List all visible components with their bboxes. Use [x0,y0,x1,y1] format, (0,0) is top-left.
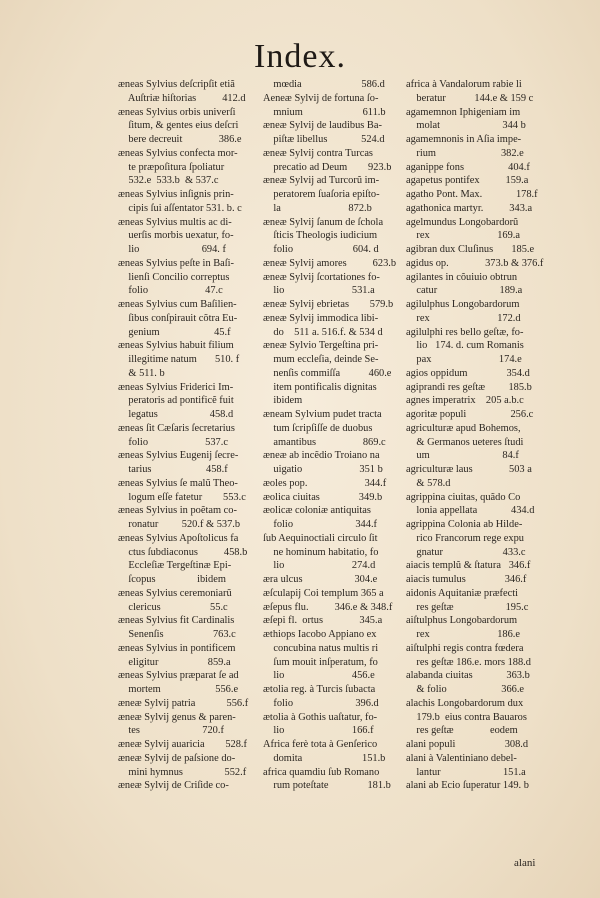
index-entry-line: africa quamdiu ſub Romano [263,766,380,778]
index-entry-line: clericus 55.c [118,601,228,613]
index-entry-line: ӕneas Sylvius peſte in Baſi- [118,257,235,269]
index-entry-line: ӕtolia reg. à Turcis ſubacta [263,684,376,695]
index-entry-line: agilulphus Longobardorum [406,299,520,310]
index-entry-line: rex 172.d [406,312,521,324]
index-entry-line: peratoris ad pontificẽ fuit [118,395,234,407]
index-entry-line: ӕneӕ Sylvij de Criſide co- [118,780,229,792]
index-entry-line: ӕneas Sylvius in poẽtam co- [118,505,237,517]
index-entry-line: ſum mouit inſperatum, fo [263,656,378,668]
page-title: Index. [254,38,346,75]
index-entry-line: piſtӕ libellus 524.d [263,134,385,145]
index-entry-line: concubina natus multis ri [263,642,379,654]
index-entry-line: lienſi Concilio correptus [118,271,230,283]
index-column-1 [118,78,258,793]
index-entry-line: agriculturӕ apud Bohemos, [406,422,521,434]
index-entry-line: molat 344 b [406,120,526,132]
index-entry-line: ӕneas Sylvius ſe malũ Theo- [118,477,238,489]
index-entry-line: ӕneas ſit Cæſaris ſecretarius [118,422,235,434]
index-entry-line: mnium 611.b [263,106,386,118]
index-entry-line: ӕneas Sylvius fit Cardinalis [118,615,235,627]
index-entry-line: res geſtӕ 195.c [406,601,529,613]
index-entry-line: ӕtolia à Gothis uaſtatur, fo- [263,711,378,723]
index-entry-line: lantur 151.a [406,766,526,778]
index-entry-line: & 578.d [406,477,451,489]
index-entry-line: ӕneam Sylvium pudet tracta [263,409,382,420]
index-entry-line: rico Francorum rege expu [406,532,525,544]
index-entry-line: alabanda ciuitas 363.b [406,670,530,682]
index-entry-line: genium 45.f [118,326,231,338]
index-entry-line: lio 531.a [263,285,375,297]
index-entry-line: ӕneӕ Sylvij contra Turcas [263,147,373,159]
index-entry-line: nenſis commiſſa 460.e [263,367,392,379]
index-entry-line: beratur 144.e & 159 c [406,92,534,104]
index-entry-line: ӕneas Sylvius Eugenij ſecre- [118,450,239,462]
index-entry-line: agilantes in cõuiuio obtrun [406,271,518,283]
index-entry-line: aiacis templũ & ſtatura 346.f [406,560,531,572]
index-entry-line: alani populi 308.d [406,739,529,750]
index-entry-line: ſub Aequinoctiali circulo ſit [263,532,378,544]
index-entry-line: tum ſcripſiſſe de duobus [263,422,373,434]
index-entry-line: agapetus pontifex 159.a [406,175,529,187]
index-entry-line: folio 396.d [263,697,379,709]
index-entry-line: ӕneas Sylvius multis ac di- [118,216,232,228]
index-entry-line: ӕneӕ Sylvij immodica libi- [263,312,379,324]
index-entry-line: ӕneas Sylvius in pontificem [118,642,236,654]
index-entry-line: agibran dux Cluſinus 185.e [406,244,535,255]
index-entry-line: aiſtulphus Longobardorum [406,615,518,627]
index-entry-line: agoritӕ populi 256.c [406,409,534,420]
index-entry-line: folio 47.c [118,285,223,297]
index-entry-line: tes 720.f [118,725,224,737]
index-entry-line: ctus ſubdiaconus 458.b [118,546,248,558]
index-entry-line: mum eccleſia, deinde Se- [263,354,379,365]
index-entry-line: ӕneӕ Sylvij amores 623.b [263,257,397,269]
index-entry-line: agiprandi res geſtӕ 185.b [406,381,532,393]
index-entry-line: mœdia 586.d [263,79,385,90]
index-entry-line: ӕneas Sylvius habuit filium [118,340,234,352]
catchword: alani [514,857,536,869]
index-entry-line: ӕneӕ Sylvij de laudibus Ba- [263,120,382,132]
index-entry-line: te præpoſitura ſpoliatur [118,161,225,173]
index-entry-line: agnes imperatrix 205 a.b.c [406,395,524,407]
index-entry-line: agamemnonis in Aſia impe- [406,134,522,145]
index-entry-line: agamemnon Iphigeniam im [406,106,521,118]
index-entry-line: lio 694. f [118,244,226,255]
index-entry-line: ӕneӕ Sylvij ebrietas 579.b [263,299,394,310]
index-entry-line: ӕſculapij Coi templum 365 a [263,587,384,599]
index-entry-line: ӕneas Sylvius Friderici Im- [118,381,234,393]
index-entry-line: precatio ad Deum 923.b [263,161,392,173]
index-entry-line: ӕneӕ Sylvij ſanum de ſchola [263,216,384,228]
index-entry-line: alani à Valentiniano debel- [406,752,517,764]
index-entry-line: agatho Pont. Max. 178.f [406,189,538,200]
index-entry-line: res geſtӕ 186.e. mors 188.d [406,656,531,668]
index-entry-line: ſitum, & gentes eius deſcri [118,120,239,132]
index-entry-line: illegitime natum 510. f [118,354,240,365]
index-entry-line: alani ab Ecio ſuperatur 149. b [406,780,529,792]
index-entry-line: ӕneӕ Sylvij genus & paren- [118,711,236,723]
index-entry-line: aidonis Aquitaniӕ prӕfecti [406,587,518,599]
index-entry-line: cipis ſui aſſentator 531. b. c [118,202,242,214]
index-entry-line: ӕneӕ Sylvij de paſsione do- [118,752,236,764]
index-entry-line: ӕneas Sylvius ceremoniarũ [118,587,232,599]
index-entry-line: amantibus 869.c [263,436,386,448]
index-entry-line: lio 166.f [263,725,374,737]
index-entry-line: africa à Vandalorum rabie li [406,79,522,90]
index-entry-line: gnatur 433.c [406,546,526,558]
index-entry-line: ӕneӕ Sylvij ad Turcorũ im- [263,175,380,187]
index-column-2 [263,78,399,793]
index-entry-line: la 872.b [263,202,372,214]
index-entry-line: lonia appellata 434.d [406,505,535,517]
index-entry-line: ӕolica ciuitas 349.b [263,491,383,503]
index-entry-line: ӕra ulcus 304.e [263,574,378,585]
index-entry-line: rex 169.a [406,230,520,242]
index-entry-line: Senenſis 763.c [118,629,236,640]
index-entry-line: ӕneӕ Sylvij patria 556.f [118,697,249,709]
index-entry-line: ӕſepi fl. ortus 345.a [263,615,383,627]
index-entry-line: ӕneas Sylvius deſcripſit etiã [118,79,235,90]
index-entry-line: agrippina ciuitas, quãdo Co [406,491,521,503]
index-entry-line: & 511. b [118,367,165,379]
index-entry-line: lio 456.e [263,670,375,682]
index-entry-line: ſticis Theologis iudicium [263,230,378,242]
index-entry-line: folio 537.c [118,436,228,448]
index-entry-line: rum poteſtate 181.b [263,780,391,792]
index-entry-line: 532.e 533.b & 537.c [118,175,219,187]
index-entry-line: mini hymnus 552.f [118,766,247,778]
index-entry-line: folio 604. d [263,244,379,255]
index-entry-line: agios oppidum 354.d [406,367,530,379]
index-entry-line: um 84.f [406,450,519,462]
index-entry-line: agathonica martyr. 343.a [406,202,533,214]
index-entry-line: logum eſſe fatetur 553.c [118,491,246,503]
index-entry-line: & Germanos ueteres ſtudi [406,436,524,448]
index-entry-line: & folio 366.e [406,684,525,695]
index-entry-line: Eccleſiæ Tergeſtinæ Epi- [118,560,232,572]
index-entry-line: bere decreuit 386.e [118,134,242,145]
index-entry-line: ӕoles pop. 344.f [263,477,387,489]
index-entry-line: ӕneӕ Sylvij auaricia 528.f [118,739,247,750]
index-entry-line: mortem 556.e [118,684,239,695]
index-entry-line: ӕneas Sylvius Apoſtolicus fa [118,532,239,544]
index-entry-line: Africa ferè tota à Genſerico [263,739,378,750]
index-column-3 [406,78,546,793]
index-entry-line: do 511 a. 516.f. & 534 d [263,326,383,338]
index-entry-line: agrippina Colonia ab Hilde- [406,519,523,530]
index-entry-line: res geſtӕ eodem [406,725,518,737]
index-entry-line: domita 151.b [263,752,386,764]
index-entry-line: ronatur 520.f & 537.b [118,519,241,530]
index-entry-line: ӕneӕ ab incẽdio Troiano na [263,450,380,462]
index-entry-line: tarius 458.f [118,464,228,475]
index-entry-line: alachis Longobardorum dux [406,697,524,709]
index-entry-line: agelmundus Longobardorũ [406,216,519,228]
index-entry-line: lio 274.d [263,560,376,572]
index-entry-line: ӕſepus flu. 346.e & 348.f [263,601,393,613]
index-entry-line: catur 189.a [406,285,523,297]
index-entry-line: uigatio 351 b [263,464,383,475]
index-entry-line: agriculturӕ laus 503 a [406,464,532,475]
index-entry-line: rium 382.e [406,147,524,159]
index-entry-line: folio 344.f [263,519,378,530]
index-entry-line: Aeneӕ Sylvij de fortuna ſo- [263,92,379,104]
index-entry-line: pax 174.e [406,354,522,365]
index-entry-line: aganippe fons 404.f [406,161,530,173]
index-entry-line: ӕneӕ Sylvij ſcortationes fo- [263,271,380,283]
index-entry-line: ӕneas Sylvius præparat ſe ad [118,670,239,682]
index-entry-line: aiſtulphi regis contra fœdera [406,642,524,654]
index-entry-line: rex 186.e [406,629,520,640]
index-entry-line: Auſtriӕ hiſtorias 412.d [118,92,246,104]
index-entry-line: eligitur 859.a [118,656,231,668]
index-entry-line: lio 174. d. cum Romanis [406,340,524,352]
index-entry-line: legatus 458.d [118,409,234,420]
index-entry-line: aiacis tumulus 346.f [406,574,527,585]
index-entry-line: ſibus conſpirauit cõtra Eu- [118,312,238,324]
index-entry-line: ӕneas Sylvius confecta mor- [118,147,238,159]
index-entry-line: ӕthiops Iacobo Appiano ex [263,629,377,640]
index-entry-line: ibidem [263,395,303,407]
index-entry-line: agilulphi res bello geſtӕ, fo- [406,326,524,338]
index-entry-line: item pontificalis dignitas [263,381,377,393]
index-entry-line: ӕneas Sylvius orbis univerſi [118,106,236,118]
index-entry-line: uerſis morbis uexatur, fo- [118,230,234,242]
index-entry-line: ӕneas Sylvius cum Baſilien- [118,299,237,310]
index-entry-line: ӕolicӕ coloniӕ antiquitas [263,505,371,517]
index-entry-line: agidus op. 373.b & 376.f [406,257,544,269]
index-entry-line: ſcopus ibidem [118,574,226,585]
index-entry-line: peratorem ſuaſoria epiſto- [263,189,380,200]
index-entry-line: ӕneӕ Sylvio Tergeſtina pri- [263,340,379,352]
index-entry-line: ӕneas Sylvius inſignis prin- [118,189,234,200]
index-entry-line: 179.b eius contra Bauaros [406,711,527,723]
index-entry-line: ne hominum habitatio, fo [263,546,379,558]
